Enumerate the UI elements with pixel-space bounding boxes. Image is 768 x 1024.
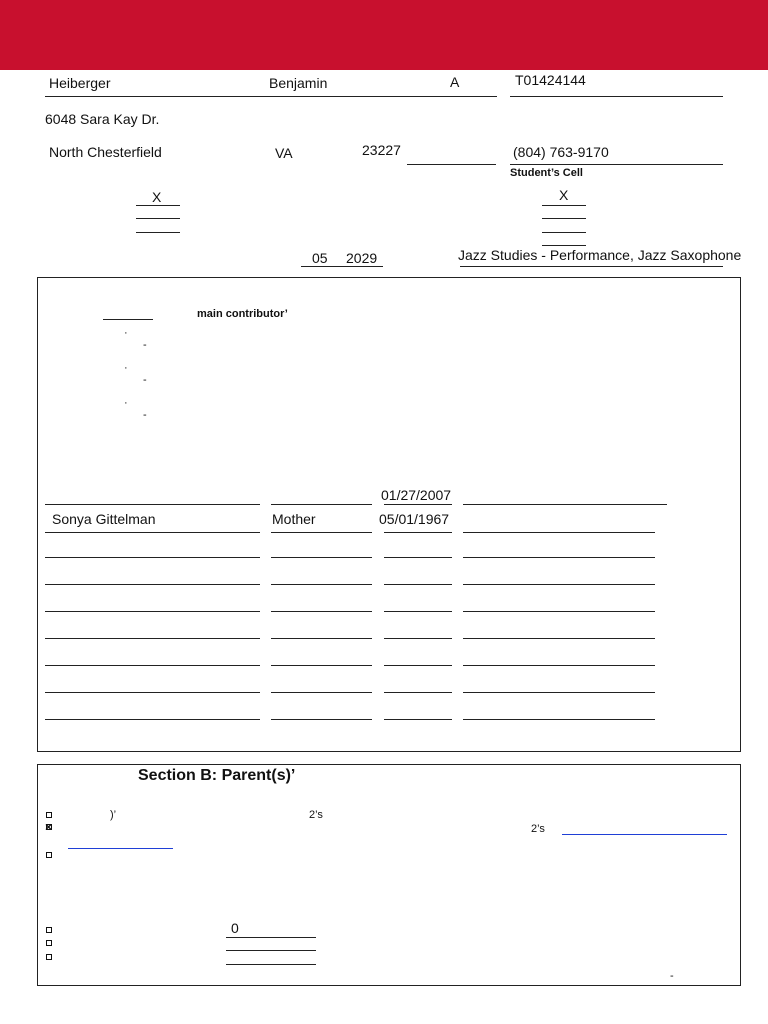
household-empty-row-8-other-line[interactable] [463, 719, 655, 720]
bullet-dot-3: · [124, 397, 128, 409]
household-empty-row-4-relationship-line[interactable] [271, 611, 372, 612]
student-id-field-line[interactable] [510, 96, 723, 97]
household-empty-row-4-dob-line[interactable] [384, 611, 452, 612]
household-row-1-dob-line[interactable] [384, 532, 452, 533]
household-empty-row-4-other-line[interactable] [463, 611, 655, 612]
section-b-footer-mark: - [670, 970, 674, 982]
major-value: Jazz Studies - Performance, Jazz Saxophone [458, 247, 742, 263]
section-b-option-1-fragment-2: 2’s [309, 809, 323, 821]
household-row-1-relationship-line[interactable] [271, 532, 372, 533]
right-x-mark: X [559, 187, 569, 203]
left-mark-line-1[interactable] [136, 205, 180, 206]
household-empty-row-5-relationship-line[interactable] [271, 638, 372, 639]
first-name-value: Benjamin [269, 75, 328, 91]
bullet-dot-1: · [124, 327, 128, 339]
household-empty-row-3-relationship-line[interactable] [271, 584, 372, 585]
cell-phone-value: (804) 763-9170 [513, 144, 609, 160]
household-empty-row-5-name-line[interactable] [45, 638, 260, 639]
household-row-1-name-line[interactable] [45, 532, 260, 533]
bullet-dash-2: - [143, 374, 147, 386]
household-empty-row-6-other-line[interactable] [463, 665, 655, 666]
household-empty-row-3-other-line[interactable] [463, 584, 655, 585]
section-b-option-3-blue-line[interactable] [68, 848, 173, 849]
major-field-line[interactable] [460, 266, 723, 267]
household-empty-row-3-dob-line[interactable] [384, 584, 452, 585]
right-mark-line-4[interactable] [542, 245, 586, 246]
household-header-line-name[interactable] [45, 504, 260, 505]
zip-extra-line[interactable] [407, 164, 496, 165]
main-contributor-label: main contributor’ [197, 308, 288, 320]
household-empty-row-7-dob-line[interactable] [384, 692, 452, 693]
household-empty-row-2-dob-line[interactable] [384, 557, 452, 558]
right-mark-line-2[interactable] [542, 218, 586, 219]
bullet-dot-2: · [124, 362, 128, 374]
section-b-amount-line-3[interactable] [226, 964, 316, 965]
left-mark-line-3[interactable] [136, 232, 180, 233]
left-mark-line-2[interactable] [136, 218, 180, 219]
household-dob-1: 05/01/1967 [379, 511, 450, 527]
household-empty-row-6-name-line[interactable] [45, 665, 260, 666]
household-row-1-other-line[interactable] [463, 532, 655, 533]
header-banner [0, 0, 768, 70]
section-b-amount-value: 0 [231, 920, 239, 936]
bullet-dash-3: - [143, 409, 147, 421]
state-value: VA [275, 145, 293, 161]
city-value: North Chesterfield [49, 144, 162, 160]
zip-value: 23227 [362, 142, 401, 158]
household-empty-row-5-dob-line[interactable] [384, 638, 452, 639]
household-header-line-other[interactable] [463, 504, 667, 505]
left-x-mark: X [152, 189, 162, 205]
section-b-option-2-blue-line[interactable] [562, 834, 727, 835]
household-empty-row-3-name-line[interactable] [45, 584, 260, 585]
household-empty-row-8-relationship-line[interactable] [271, 719, 372, 720]
middle-initial-value: A [450, 74, 460, 90]
household-empty-row-2-name-line[interactable] [45, 557, 260, 558]
grad-month-value: 05 [312, 250, 328, 266]
household-empty-row-6-dob-line[interactable] [384, 665, 452, 666]
household-relationship-1: Mother [272, 511, 316, 527]
household-empty-row-2-relationship-line[interactable] [271, 557, 372, 558]
household-empty-row-7-name-line[interactable] [45, 692, 260, 693]
household-empty-row-7-relationship-line[interactable] [271, 692, 372, 693]
household-empty-row-8-dob-line[interactable] [384, 719, 452, 720]
section-b-option-1-checkbox[interactable] [46, 812, 52, 818]
household-header-line-date[interactable] [384, 504, 452, 505]
grad-year-value: 2029 [346, 250, 378, 266]
section-b-option-1-fragment: )’ [110, 809, 117, 821]
bullet-dash-1: - [143, 339, 147, 351]
street-address-value: 6048 Sara Kay Dr. [45, 111, 160, 127]
student-cell-label: Student’s Cell [510, 167, 583, 179]
section-b-amount-line-2[interactable] [226, 950, 316, 951]
section-b-option-2-check-mark: × [45, 820, 53, 834]
section-b-amount-checkbox-3[interactable] [46, 954, 52, 960]
household-empty-row-2-other-line[interactable] [463, 557, 655, 558]
section-b-option-3-checkbox[interactable] [46, 852, 52, 858]
cell-phone-field-line[interactable] [510, 164, 723, 165]
household-empty-row-7-other-line[interactable] [463, 692, 655, 693]
section-b-title: Section B: Parent(s)’ [138, 767, 296, 784]
grad-date-line[interactable] [301, 266, 383, 267]
section-b-box [37, 764, 741, 986]
section-b-option-2-fragment: 2’s [531, 823, 545, 835]
household-header-date: 01/27/2007 [381, 487, 452, 503]
household-empty-row-6-relationship-line[interactable] [271, 665, 372, 666]
household-header-line-relationship[interactable] [271, 504, 372, 505]
right-mark-line-1[interactable] [542, 205, 586, 206]
name-field-line[interactable] [45, 96, 497, 97]
household-empty-row-8-name-line[interactable] [45, 719, 260, 720]
contributor-count-line[interactable] [103, 319, 153, 320]
household-empty-row-5-other-line[interactable] [463, 638, 655, 639]
student-id-value: T01424144 [515, 72, 586, 88]
section-b-amount-line-1[interactable] [226, 937, 316, 938]
right-mark-line-3[interactable] [542, 232, 586, 233]
section-b-amount-checkbox-1[interactable] [46, 927, 52, 933]
last-name-value: Heiberger [49, 75, 111, 91]
section-b-amount-checkbox-2[interactable] [46, 940, 52, 946]
household-name-1: Sonya Gittelman [52, 511, 156, 527]
household-empty-row-4-name-line[interactable] [45, 611, 260, 612]
